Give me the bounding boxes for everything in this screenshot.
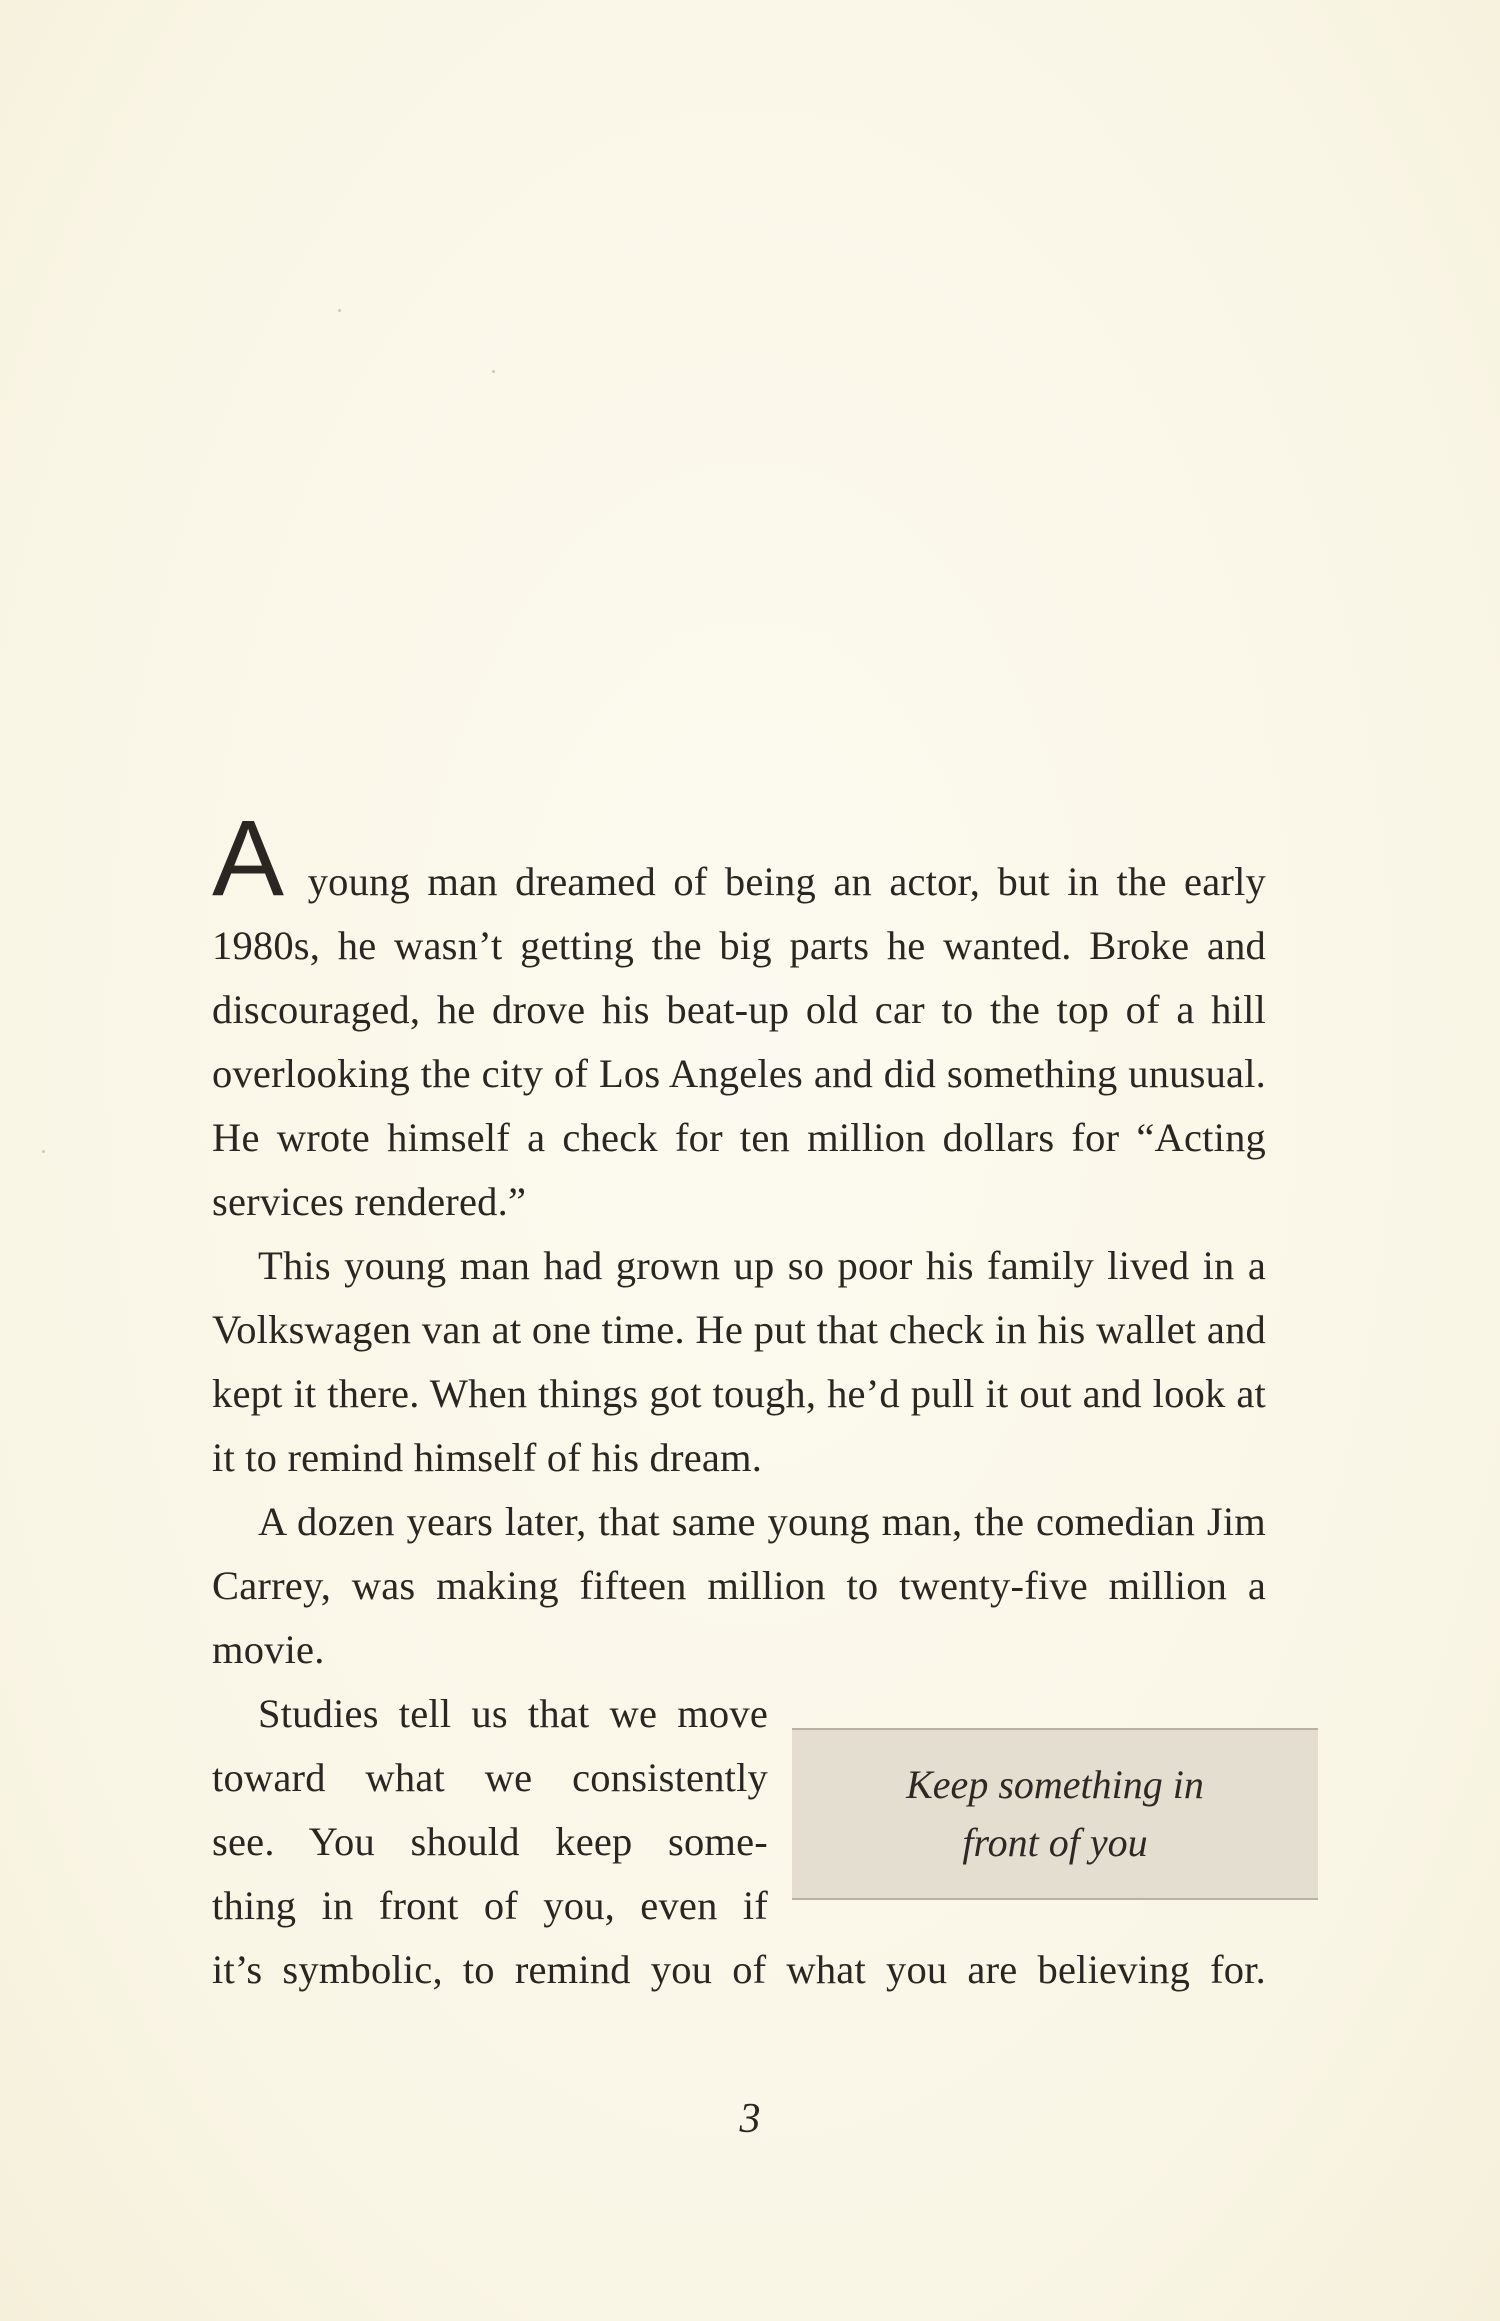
paragraph-3: A dozen years later, that same young man, the comedian Jim Carrey, was making fifteen million to twenty-five million a movie.: [212, 1499, 1266, 1672]
paper-speck: [492, 370, 495, 373]
paragraph-4-line: see. You should keep some-: [212, 1819, 768, 1864]
paragraph-1: [212, 797, 1266, 1234]
drop-cap: A: [212, 797, 285, 918]
pull-quote: [792, 1728, 1318, 1900]
paragraph-2: This young man had grown up so poor his family lived in a Volkswagen van at one time. He put that check in his wallet and kept it there. When things got tough, he’d pull it out and look at it to remind himself of his dream.: [212, 1243, 1266, 1480]
page-number: 3: [739, 2096, 761, 2142]
paper-speck: [338, 309, 341, 312]
paragraph-4-line: toward what we consistently: [212, 1755, 768, 1800]
paper-speck: [42, 1150, 45, 1153]
paragraph-1-text: young man dreamed of being an actor, but in the early 1980s, he wasn’t getting the big parts he wanted. Broke and discouraged, he drove his beat-up old car to the top of a hill overlooking the city of Los Angeles and did something unusual. He wrote himself a check for ten million dollars for “Acting services rendered.”: [212, 859, 1266, 1224]
paragraph-4-line: thing in front of you, even if: [212, 1883, 768, 1928]
paragraph-4-line: it’s symbolic, to remind you of what you are believing for.: [212, 1947, 1266, 1992]
paragraph-4-line: Studies tell us that we move: [258, 1691, 768, 1736]
pull-quote-line: Keep something in: [906, 1762, 1204, 1807]
pull-quote-line: front of you: [962, 1820, 1148, 1865]
